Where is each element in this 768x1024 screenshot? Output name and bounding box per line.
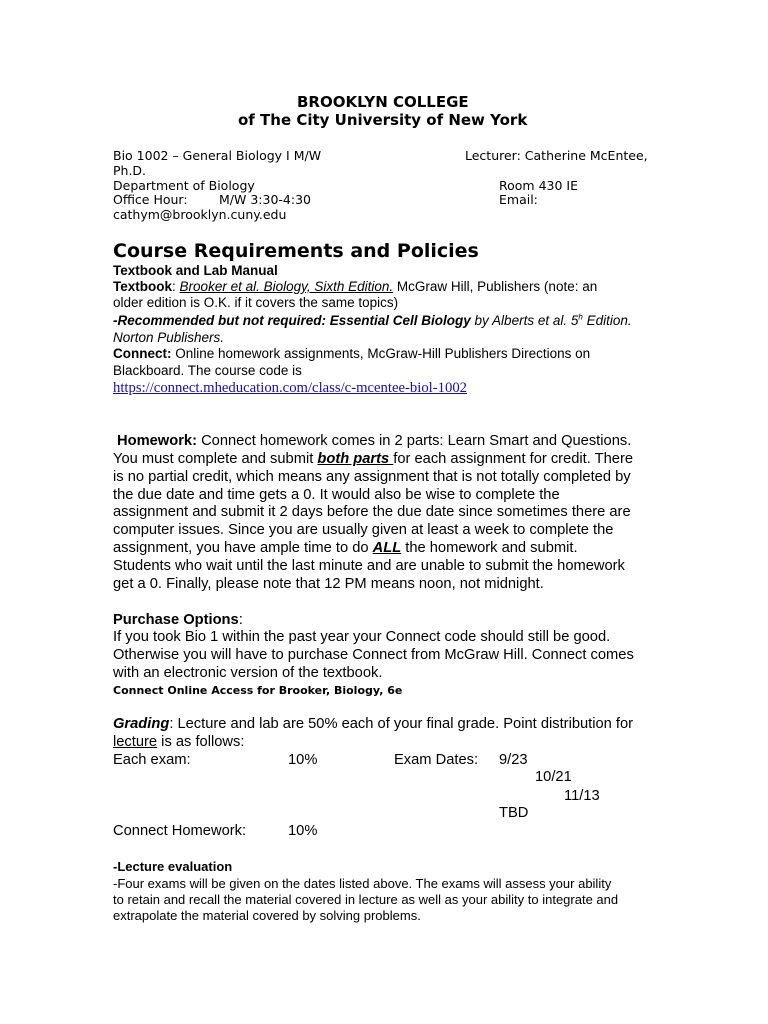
section-title: Course Requirements and Policies	[113, 240, 479, 262]
college-name: BROOKLYN COLLEGE	[297, 93, 469, 111]
grading-label: Grading	[113, 716, 170, 732]
connect-course-link[interactable]: https://connect.mheducation.com/class/c-mcentee-biol-1002	[113, 380, 468, 396]
grading-line-1	[113, 716, 633, 732]
homework-l1: Connect homework comes in 2 parts: Learn Smart and Questions.	[196, 433, 632, 449]
recommended-edition: Edition.	[582, 313, 632, 328]
textbook-title: Brooker et al. Biology, Sixth Edition.	[179, 279, 394, 294]
textbook-label: Textbook	[113, 279, 173, 294]
email-label: Email:	[499, 192, 538, 207]
textbook-note: older edition is O.K. if it covers the same topics)	[113, 295, 399, 310]
grading-lecture: lecture	[113, 734, 158, 750]
office-hour-label: Office Hour:	[113, 192, 188, 207]
homework-l2a: You must complete and submit	[113, 451, 318, 467]
recommended-authors: by Alberts et al. 5	[470, 313, 579, 328]
exam-date-1: 9/23	[499, 752, 528, 768]
textbook-line	[113, 279, 597, 294]
homework-line-8: Students who wait until the last minute and are unable to submit the homework	[113, 558, 625, 574]
homework-line-4: the due date and time gets a 0. It would also be wise to complete the	[113, 487, 560, 503]
grading-line-2	[113, 734, 244, 750]
evaluation-line-3: extrapolate the material covered by solving problems.	[113, 908, 421, 923]
grading-l1: : Lecture and lab are 50% each of your final grade. Point distribution for	[169, 716, 634, 732]
each-exam-percent: 10%	[288, 752, 318, 768]
purchase-product: Connect Online Access for Brooker, Biology, 6e	[113, 684, 403, 697]
evaluation-line-1: -Four exams will be given on the dates listed above. The exams will assess your ability	[113, 876, 612, 891]
homework-all: ALL	[372, 540, 402, 556]
homework-line-6: computer issues. Since you are usually given at least a week to complete the	[113, 522, 614, 538]
recommended-line	[113, 313, 632, 328]
connect-homework-percent: 10%	[288, 823, 318, 839]
recommended-sup: h	[578, 312, 583, 322]
homework-line-5: assignment and submit it 2 days before the due date since sometimes there are	[113, 504, 631, 520]
connect-homework-label: Connect Homework:	[113, 823, 247, 839]
office-hour-value: M/W 3:30-4:30	[219, 192, 311, 207]
homework-both-parts: both parts	[317, 451, 394, 467]
recommended-publisher: Norton Publishers.	[113, 330, 225, 345]
homework-l2c: for each assignment for credit. There	[393, 451, 634, 467]
evaluation-heading: -Lecture evaluation	[113, 859, 233, 874]
room: Room 430 IE	[499, 178, 578, 193]
university-name: of The City University of New York	[238, 111, 528, 129]
exam-dates-label: Exam Dates:	[394, 752, 479, 768]
connect-line-2: Blackboard. The course code is	[113, 363, 302, 378]
exam-date-3: 11/13	[564, 788, 600, 804]
each-exam-label: Each exam:	[113, 752, 191, 768]
department: Department of Biology	[113, 178, 255, 193]
connect-line	[113, 346, 590, 361]
recommended-label: -Recommended but not required: Essential Cell Biology	[113, 313, 471, 328]
purchase-line-1: If you took Bio 1 within the past year your Connect code should still be good.	[113, 629, 611, 645]
homework-line-9: get a 0. Finally, please note that 12 PM means noon, not midnight.	[113, 576, 544, 592]
connect-label: Connect:	[113, 346, 172, 361]
homework-line-7	[113, 540, 578, 556]
purchase-line-2: Otherwise you will have to purchase Connect from McGraw Hill. Connect comes	[113, 647, 634, 663]
textbook-publisher: McGraw Hill, Publishers (note: an	[393, 279, 598, 294]
homework-line-3: is no partial credit, which means any assignment that is not totally completed by	[113, 469, 631, 485]
textbook-heading: Textbook and Lab Manual	[113, 263, 278, 278]
course-name: Bio 1002 – General Biology I M/W	[113, 148, 322, 163]
lecturer-degree: Ph.D.	[113, 163, 147, 178]
connect-text: Online homework assignments, McGraw-Hill Publishers Directions on	[171, 346, 591, 361]
purchase-line-3: with an electronic version of the textbook.	[113, 665, 383, 681]
textbook-colon: :	[172, 279, 176, 294]
purchase-heading	[113, 612, 243, 628]
homework-line-2	[113, 451, 633, 467]
lecturer-name: Lecturer: Catherine McEntee,	[465, 148, 648, 163]
homework-l7c: the homework and submit.	[401, 540, 578, 556]
email-address: cathym@brooklyn.cuny.edu	[113, 207, 287, 222]
grading-l2b: is as follows:	[157, 734, 245, 750]
homework-l7a: assignment, you have ample time to do	[113, 540, 373, 556]
exam-date-4: TBD	[499, 805, 529, 821]
homework-line-1	[113, 433, 631, 449]
evaluation-line-2: to retain and recall the material covered in lecture as well as your ability to integrate and	[113, 892, 619, 907]
purchase-colon: :	[238, 612, 243, 628]
purchase-label: Purchase Options	[113, 612, 239, 628]
homework-label: Homework:	[117, 433, 197, 449]
exam-date-2: 10/21	[535, 769, 572, 785]
